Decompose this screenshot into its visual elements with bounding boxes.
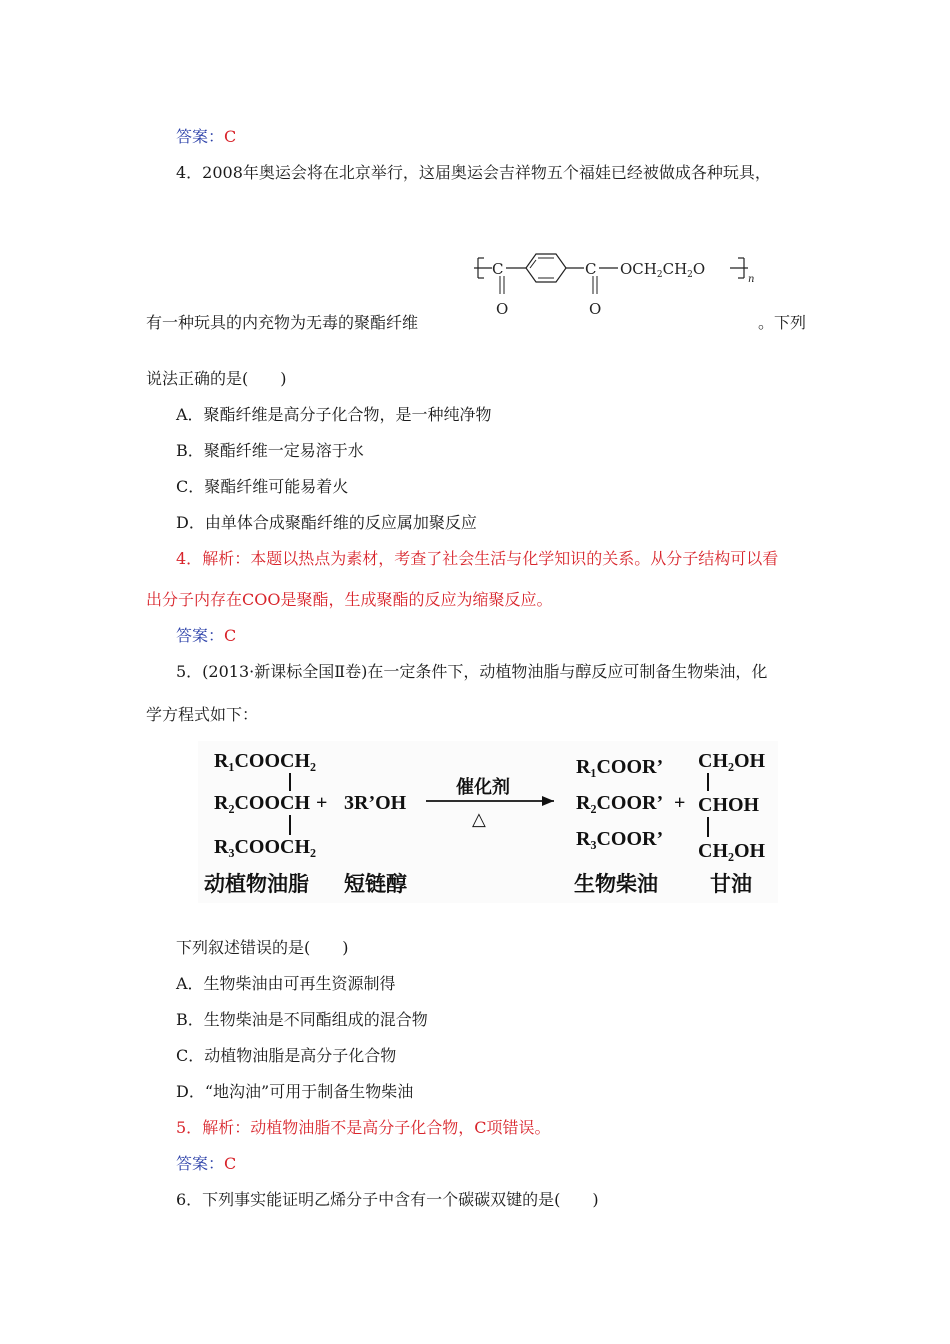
analysis-4-line1 [176, 549, 778, 569]
polyester-structure [470, 252, 770, 324]
product-p1: R₁COOR’ [576, 756, 664, 778]
reactant-r1: R₁COOCH₂ [214, 750, 316, 772]
glycerol-ch2oh-bottom: CH₂OH [698, 840, 766, 862]
label-biodiesel: 生物柴油 [574, 872, 658, 896]
option-b: B．聚酯纤维一定易溶于水 [176, 441, 364, 460]
option-a: A．聚酯纤维是高分子化合物，是一种纯净物 [176, 405, 492, 424]
formula-o-end: O [692, 260, 706, 278]
glycerol-ch2oh-top: CH₂OH [698, 750, 766, 772]
question-5-prompt: 下列叙述错误的是( ) [176, 938, 349, 957]
product-p3: R₃COOR’ [576, 828, 664, 850]
catalyst-label: 催化剂 [456, 777, 510, 797]
formula-sub: 2 [687, 270, 693, 280]
analysis-4-line2: 出分子内存在COO是聚酯，生成聚酯的反应为缩聚反应。 [146, 590, 553, 609]
option-a: A．生物柴油由可再生资源制得 [176, 974, 396, 993]
question-5-stem-line2: 学方程式如下： [146, 705, 259, 724]
formula-oxygen-right: O [589, 300, 602, 318]
analysis-number: 4． [176, 549, 203, 568]
option-d: D．“地沟油”可用于制备生物柴油 [176, 1082, 414, 1101]
reactant-r2: R₂COOCH [214, 792, 310, 814]
formula-oxygen-left: O [496, 300, 509, 318]
label-fat: 动植物油脂 [204, 872, 309, 896]
analysis-label: 解析： [202, 1118, 251, 1137]
answer-value: C [224, 626, 237, 645]
question-4-stem-line3: 说法正确的是( ) [146, 369, 287, 388]
question-4-stem-after-formula: 。下列 [758, 313, 807, 332]
plus-sign: + [316, 792, 328, 814]
answer-line [176, 127, 236, 147]
plus-sign: + [674, 792, 686, 814]
label-glycerol: 甘油 [710, 872, 752, 896]
formula-och: OCH [620, 260, 657, 278]
label-alcohol: 短链醇 [344, 872, 407, 896]
formula-ch: CH [662, 260, 688, 278]
question-4-stem: 4．2008年奥运会将在北京举行，这届奥运会吉祥物五个福娃已经被做成各种玩具， [176, 163, 771, 182]
heat-symbol: △ [472, 809, 486, 829]
analysis-label: 解析： [202, 549, 251, 568]
formula-sub: 2 [656, 270, 663, 280]
formula-subscript-n: n [748, 274, 755, 285]
option-b: B．生物柴油是不同酯组成的混合物 [176, 1010, 428, 1029]
reaction-scheme [198, 741, 778, 903]
analysis-5 [176, 1118, 550, 1138]
glycerol-choh: CHOH [698, 794, 760, 816]
formula-carbon-right: C [585, 260, 597, 278]
answer-value: C [224, 1154, 237, 1173]
answer-line [176, 1154, 236, 1174]
option-d: D．由单体合成聚酯纤维的反应属加聚反应 [176, 513, 477, 532]
alcohol-reactant: 3R’OH [344, 792, 407, 814]
answer-label: 答案： [176, 127, 225, 146]
option-c: C．动植物油脂是高分子化合物 [176, 1046, 397, 1065]
question-5-stem: 5．(2013·新课标全国Ⅱ卷)在一定条件下，动植物油脂与醇反应可制备生物柴油，化 [176, 662, 768, 681]
answer-label: 答案： [176, 626, 225, 645]
analysis-number: 5． [176, 1118, 203, 1137]
answer-line [176, 626, 236, 646]
question-4-stem-line2: 有一种玩具的内充物为无毒的聚酯纤维 [146, 313, 419, 332]
option-c: C．聚酯纤维可能易着火 [176, 477, 349, 496]
question-6-stem: 6．下列事实能证明乙烯分子中含有一个碳碳双键的是( ) [176, 1190, 599, 1209]
answer-label: 答案： [176, 1154, 225, 1173]
product-p2: R₂COOR’ [576, 792, 664, 814]
formula-chain [620, 260, 705, 280]
reactant-r3: R₃COOCH₂ [214, 836, 316, 858]
answer-value: C [224, 127, 237, 146]
analysis-text: 动植物油脂不是高分子化合物，C项错误。 [250, 1118, 551, 1137]
analysis-text: 本题以热点为素材，考查了社会生活与化学知识的关系。从分子结构可以看 [250, 549, 779, 568]
formula-carbon-left: C [492, 260, 504, 278]
